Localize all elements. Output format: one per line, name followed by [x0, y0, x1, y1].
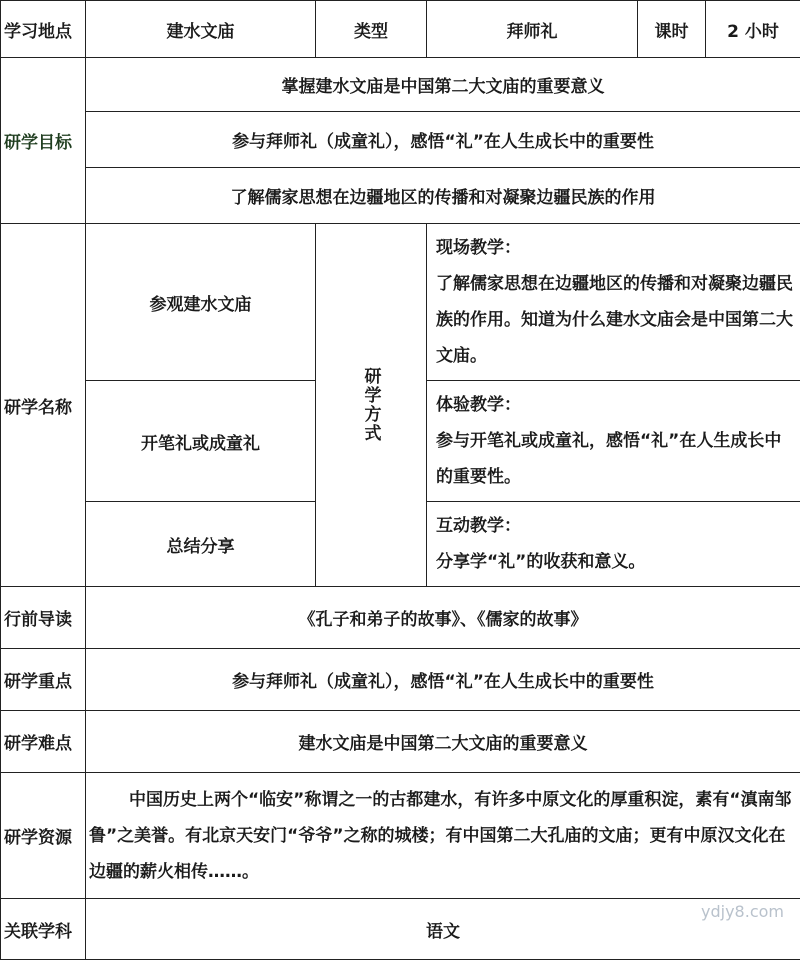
- goal-item: 掌握建水文庙是中国第二大文庙的重要意义: [86, 58, 800, 112]
- method-title: 互动教学：: [436, 508, 796, 544]
- method-desc: 参与开笔礼或成童礼，感悟“礼”在人生成长中的重要性。: [436, 423, 796, 495]
- resources-cell: [86, 773, 800, 899]
- activity-name: 参观建水文庙: [86, 224, 316, 381]
- place-label: 学习地点: [1, 1, 86, 58]
- period-value: 2 小时: [706, 1, 800, 58]
- focus-value: 参与拜师礼（成童礼），感悟“礼”在人生成长中的重要性: [86, 649, 800, 711]
- type-label: 类型: [316, 1, 427, 58]
- reading-row: [1, 587, 800, 649]
- difficulty-value: 建水文庙是中国第二大文庙的重要意义: [86, 711, 800, 773]
- method-title: 现场教学：: [436, 230, 796, 266]
- header-row: [1, 1, 800, 58]
- goal-row: [1, 58, 800, 112]
- method-label: 研学方式: [316, 224, 427, 587]
- reading-value: 《孔子和弟子的故事》、《儒家的故事》: [86, 587, 800, 649]
- resources-label: 研学资源: [1, 773, 86, 899]
- subject-value: 语文: [86, 899, 800, 960]
- goal-item: 参与拜师礼（成童礼），感悟“礼”在人生成长中的重要性: [86, 112, 800, 168]
- difficulty-row: [1, 711, 800, 773]
- method-cell: [427, 381, 800, 502]
- watermark: ydjy8.com: [701, 902, 784, 921]
- activities-label: 研学名称: [1, 224, 86, 587]
- goal-row: [1, 168, 800, 224]
- type-value: 拜师礼: [427, 1, 638, 58]
- reading-label: 行前导读: [1, 587, 86, 649]
- method-cell: [427, 502, 800, 587]
- activity-row: [1, 224, 800, 381]
- subject-label: 关联学科: [1, 899, 86, 960]
- goals-label: 研学目标: [1, 58, 86, 224]
- place-value: 建水文庙: [86, 1, 316, 58]
- difficulty-label: 研学难点: [1, 711, 86, 773]
- method-cell: [427, 224, 800, 381]
- method-title: 体验教学：: [436, 387, 796, 423]
- period-label: 课时: [638, 1, 706, 58]
- method-desc: 分享学“礼”的收获和意义。: [436, 544, 796, 580]
- resources-row: [1, 773, 800, 899]
- focus-label: 研学重点: [1, 649, 86, 711]
- activity-name: 总结分享: [86, 502, 316, 587]
- activity-name: 开笔礼或成童礼: [86, 381, 316, 502]
- goal-row: [1, 112, 800, 168]
- subject-row: [1, 899, 800, 960]
- resources-value: 中国历史上两个“临安”称谓之一的古都建水，有许多中原文化的厚重积淀，素有“滇南邹鲁”之美誉。有北京天安门“爷爷”之称的城楼；有中国第二大孔庙的文庙；更有中原汉文化在边疆的薪火相传……。: [89, 790, 792, 882]
- focus-row: [1, 649, 800, 711]
- goal-item: 了解儒家思想在边疆地区的传播和对凝聚边疆民族的作用: [86, 168, 800, 224]
- method-desc: 了解儒家思想在边疆地区的传播和对凝聚边疆民族的作用。知道为什么建水文庙会是中国第二大文庙。: [436, 266, 796, 374]
